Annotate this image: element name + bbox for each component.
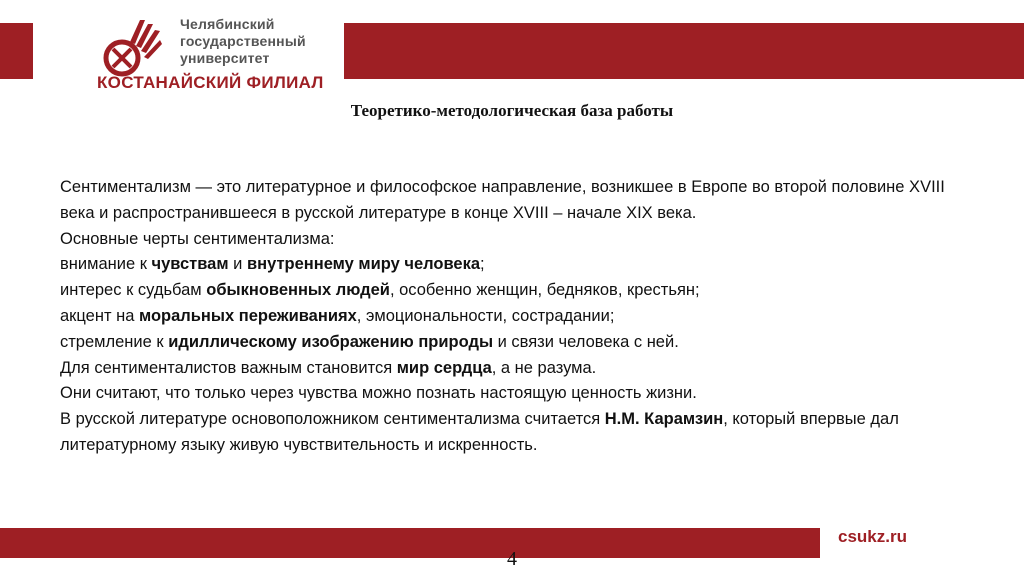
paragraph-heart-world: Для сентименталистов важным становится мир сердца, а не разума. <box>60 358 597 377</box>
paragraph-feature-2: интерес к судьбам обыкновенных людей, особенно женщин, бедняков, крестьян; <box>60 281 700 300</box>
logo-text-line-3: университет <box>180 50 270 66</box>
paragraph-feature-1: внимание к чувствам и внутреннему миру человека; <box>60 255 485 274</box>
site-link[interactable]: csukz.ru <box>838 527 907 546</box>
slide-title: Теоретико-методологическая база работы <box>350 101 674 120</box>
slide-body <box>60 175 980 459</box>
header-band-left <box>0 23 33 79</box>
university-logo-icon <box>100 18 162 80</box>
paragraph-feature-3: акцент на моральных переживаниях, эмоциональности, сострадании; <box>60 306 615 325</box>
paragraph-karamzin: В русской литературе основоположником сентиментализма считается Н.М. Карамзин, который впервые дал литературному языку живую чувствительность и искренность. <box>60 410 899 454</box>
paragraph-definition: Сентиментализм — это литературное и философское направление, возникшее в Европе во второй половине XVIII века и распространившееся в русской литературе в конце XVIII – начале XIX века. <box>60 178 945 222</box>
header-band-right <box>344 23 1024 79</box>
logo-text-line-1: Челябинский <box>180 16 275 32</box>
paragraph-feature-4: стремление к идиллическому изображению природы и связи человека с ней. <box>60 332 679 351</box>
branch-name: КОСТАНАЙСКИЙ ФИЛИАЛ <box>97 73 324 92</box>
logo-text-line-2: государственный <box>180 33 306 49</box>
paragraph-feelings: Они считают, что только через чувства можно познать настоящую ценность жизни. <box>60 384 697 403</box>
paragraph-features-intro: Основные черты сентиментализма: <box>60 229 335 248</box>
page-number: 4 <box>507 548 517 570</box>
